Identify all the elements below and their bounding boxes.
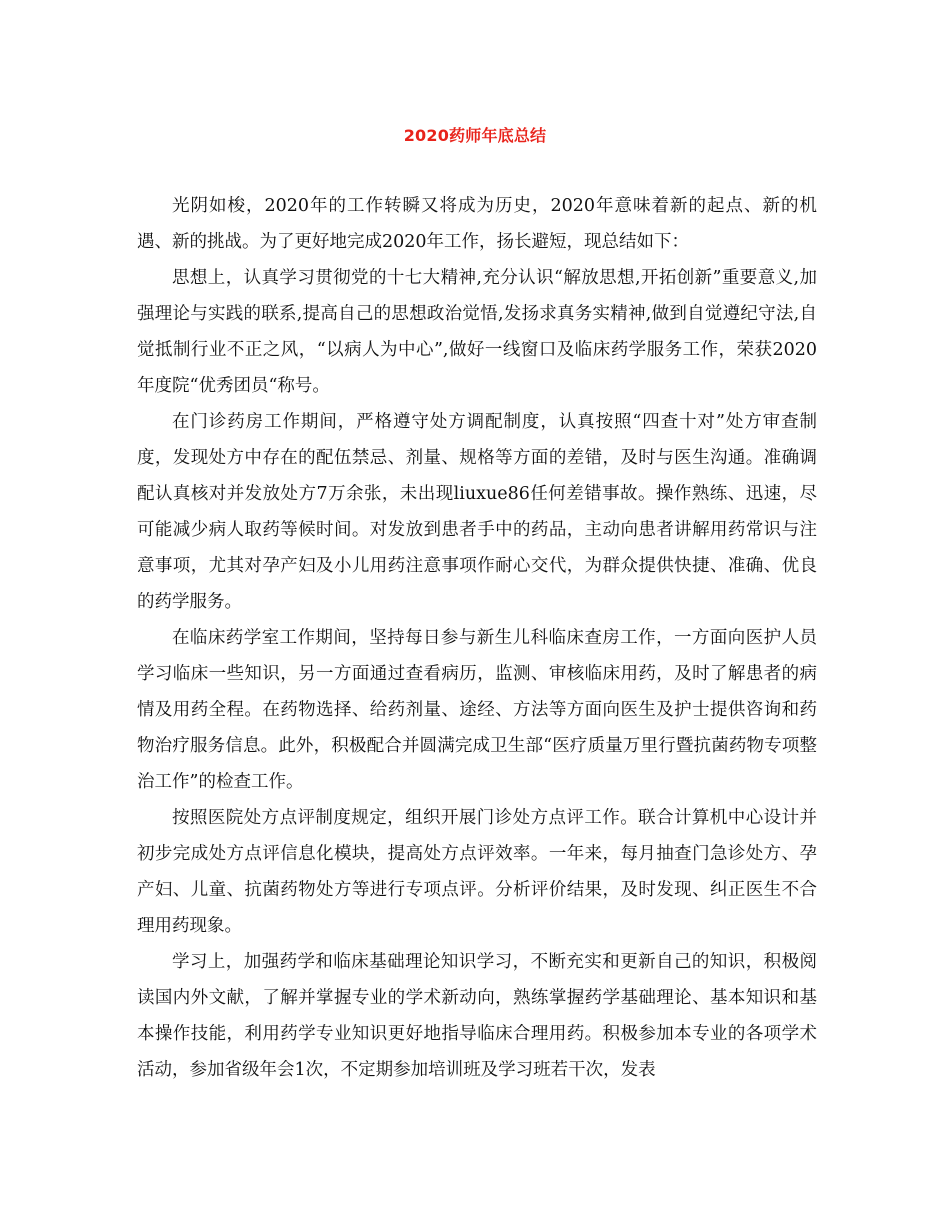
paragraph-outpatient-pharmacy: 在门诊药房工作期间，严格遵守处方调配制度，认真按照“四查十对”处方审查制度，发现处方中存在的配伍禁忌、剂量、规格等方面的差错，及时与医生沟通。准确调配认真核对并发放处方7万余张，未出现liuxue86任何差错事故。操作熟练、迅速，尽可能减少病人取药等候时间。对发放到患者手中的药品，主动向患者讲解用药常识与注意事项，尤其对孕产妇及小儿用药注意事项作耐心交代，为群众提供快捷、准确、优良的药学服务。 <box>137 412 817 612</box>
paragraph-study: 学习上，加强药学和临床基础理论知识学习，不断充实和更新自己的知识，积极阅读国内外文献，了解并掌握专业的学术新动向，熟练掌握药学基础理论、基本知识和基本操作技能，利用药学专业知识更好地指导临床合理用药。积极参加本专业的各项学术活动，参加省级年会1次，不定期参加培训班及学习班若干次，发表 <box>137 952 817 1080</box>
paragraph-ideology: 思想上，认真学习贯彻党的十七大精神,充分认识“解放思想,开拓创新”重要意义,加强理论与实践的联系,提高自己的思想政治觉悟,发扬求真务实精神,做到自觉遵纪守法,自觉抵制行业不正之风，“以病人为中心”,做好一线窗口及临床药学服务工作，荣获2020年度院“优秀团员“称号。 <box>137 268 817 396</box>
document-title: 2020药师年底总结 <box>403 126 547 145</box>
paragraph-prescription-review: 按照医院处方点评制度规定，组织开展门诊处方点评工作。联合计算机中心设计并初步完成处方点评信息化模块，提高处方点评效率。一年来，每月抽查门急诊处方、孕产妇、儿童、抗菌药物处方等进行专项点评。分析评价结果，及时发现、纠正医生不合理用药现象。 <box>137 808 817 936</box>
document-body <box>137 188 817 1088</box>
paragraph-clinical-pharmacy: 在临床药学室工作期间，坚持每日参与新生儿科临床查房工作，一方面向医护人员学习临床一些知识，另一方面通过查看病历，监测、审核临床用药，及时了解患者的病情及用药全程。在药物选择、给药剂量、途经、方法等方面向医生及护士提供咨询和药物治疗服务信息。此外，积极配合并圆满完成卫生部“医疗质量万里行暨抗菌药物专项整治工作”的检查工作。 <box>137 628 817 792</box>
paragraph-intro: 光阴如梭，2020年的工作转瞬又将成为历史，2020年意味着新的起点、新的机遇、新的挑战。为了更好地完成2020年工作，扬长避短，现总结如下： <box>137 196 817 252</box>
